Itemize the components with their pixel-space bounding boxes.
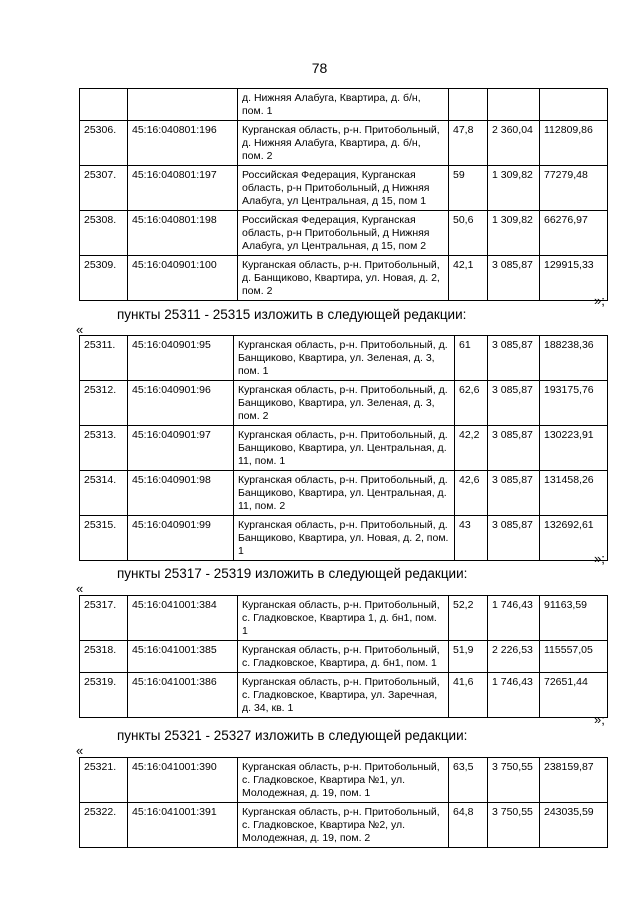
cadastral-value-cell: 243035,59 — [540, 803, 608, 848]
address-cell: Курганская область, р-н. Притобольный, с. Гладковское, Квартира, ул. Заречная, д. 34, кв. 1 — [238, 673, 449, 718]
table-row — [80, 516, 608, 561]
item-number-cell: 25312. — [80, 381, 128, 426]
table-row — [80, 641, 608, 673]
area-cell: 47,8 — [449, 121, 488, 166]
table-row — [80, 89, 608, 121]
cadastral-value-cell: 132692,61 — [540, 516, 608, 561]
item-number-cell: 25311. — [80, 336, 128, 381]
table-row — [80, 211, 608, 256]
cadastral-number-cell: 45:16:041001:384 — [128, 596, 238, 641]
amendment-intro-1: пункты 25311 - 25315 изложить в следующей редакции: — [117, 307, 467, 322]
cadastral-value-cell: 131458,26 — [540, 471, 608, 516]
table-row — [80, 256, 608, 301]
address-cell: Курганская область, р-н. Притобольный, с. Гладковское, Квартира, д. бн1, пом. 1 — [238, 641, 449, 673]
cadastral-number-cell: 45:16:040901:97 — [128, 426, 234, 471]
area-cell — [449, 89, 488, 121]
cadastral-value-cell: 238159,87 — [540, 758, 608, 803]
registry-table-1 — [79, 88, 608, 301]
item-number-cell: 25322. — [80, 803, 128, 848]
area-cell: 64,8 — [449, 803, 488, 848]
area-cell: 51,9 — [449, 641, 488, 673]
unit-value-cell: 1 309,82 — [488, 166, 540, 211]
page-number: 78 — [311, 60, 328, 76]
cadastral-number-cell: 45:16:040901:100 — [128, 256, 238, 301]
address-cell: Курганская область, р-н. Притобольный, д. Банщиково, Квартира, ул. Зеленая, д. 3, пом. 2 — [234, 381, 455, 426]
cadastral-number-cell: 45:16:040801:196 — [128, 121, 238, 166]
cadastral-value-cell: 130223,91 — [540, 426, 608, 471]
cadastral-value-cell — [540, 89, 608, 121]
cadastral-value-cell: 115557,05 — [540, 641, 608, 673]
unit-value-cell — [488, 89, 540, 121]
cadastral-value-cell: 112809,86 — [540, 121, 608, 166]
address-cell: Курганская область, р-н. Притобольный, с. Гладковское, Квартира №1, ул. Молодежная, д. 19, пом. 1 — [238, 758, 449, 803]
address-cell: Курганская область, р-н. Притобольный, д. Банщиково, Квартира, ул. Центральная, д. 11, пом. 2 — [234, 471, 455, 516]
item-number-cell: 25314. — [80, 471, 128, 516]
table-row — [80, 166, 608, 211]
table-row — [80, 803, 608, 848]
item-number-cell: 25313. — [80, 426, 128, 471]
closing-quote-1: »; — [594, 293, 605, 308]
area-cell: 42,2 — [455, 426, 488, 471]
table-row — [80, 596, 608, 641]
address-cell: Российская Федерация, Курганская область, р-н Притобольный, д Нижняя Алабуга, ул Центральная, д 15, пом 2 — [238, 211, 449, 256]
table-row — [80, 381, 608, 426]
unit-value-cell: 3 085,87 — [488, 336, 540, 381]
address-cell: Курганская область, р-н. Притобольный, с. Гладковское, Квартира 1, д. бн1, пом. 1 — [238, 596, 449, 641]
cadastral-number-cell: 45:16:041001:386 — [128, 673, 238, 718]
cadastral-value-cell: 66276,97 — [540, 211, 608, 256]
address-cell: Курганская область, р-н. Притобольный, д. Нижняя Алабуга, Квартира, д. б/н, пом. 2 — [238, 121, 449, 166]
item-number-cell: 25315. — [80, 516, 128, 561]
item-number-cell: 25318. — [80, 641, 128, 673]
cadastral-number-cell: 45:16:040801:197 — [128, 166, 238, 211]
unit-value-cell: 1 746,43 — [488, 673, 540, 718]
cadastral-number-cell — [128, 89, 238, 121]
item-number-cell: 25317. — [80, 596, 128, 641]
opening-quote-3: « — [76, 743, 84, 758]
cadastral-number-cell: 45:16:041001:390 — [128, 758, 238, 803]
cadastral-number-cell: 45:16:041001:385 — [128, 641, 238, 673]
item-number-cell — [80, 89, 128, 121]
area-cell: 43 — [455, 516, 488, 561]
table-row — [80, 471, 608, 516]
unit-value-cell: 2 226,53 — [488, 641, 540, 673]
area-cell: 59 — [449, 166, 488, 211]
area-cell: 41,6 — [449, 673, 488, 718]
amendment-intro-3: пункты 25321 - 25327 изложить в следующей редакции: — [117, 728, 468, 743]
item-number-cell: 25306. — [80, 121, 128, 166]
unit-value-cell: 1 309,82 — [488, 211, 540, 256]
cadastral-value-cell: 77279,48 — [540, 166, 608, 211]
unit-value-cell: 3 085,87 — [488, 471, 540, 516]
address-cell: Курганская область, р-н. Притобольный, д. Банщиково, Квартира, ул. Новая, д. 2, пом. 1 — [234, 516, 455, 561]
registry-table-4 — [79, 757, 608, 848]
cadastral-number-cell: 45:16:040901:95 — [128, 336, 234, 381]
closing-quote-2: »; — [594, 551, 605, 566]
unit-value-cell: 3 085,87 — [488, 516, 540, 561]
area-cell: 62,6 — [455, 381, 488, 426]
area-cell: 42,6 — [455, 471, 488, 516]
registry-table-3 — [79, 595, 608, 718]
cadastral-value-cell: 91163,59 — [540, 596, 608, 641]
item-number-cell: 25319. — [80, 673, 128, 718]
opening-quote-1: « — [76, 322, 84, 337]
address-cell: Курганская область, р-н. Притобольный, с. Гладковское, Квартира №2, ул. Молодежная, д. 19, пом. 2 — [238, 803, 449, 848]
cadastral-number-cell: 45:16:040801:198 — [128, 211, 238, 256]
opening-quote-2: « — [76, 581, 84, 596]
cadastral-number-cell: 45:16:040901:98 — [128, 471, 234, 516]
cadastral-number-cell: 45:16:040901:99 — [128, 516, 234, 561]
item-number-cell: 25307. — [80, 166, 128, 211]
registry-table-2 — [79, 335, 608, 561]
item-number-cell: 25308. — [80, 211, 128, 256]
area-cell: 50,6 — [449, 211, 488, 256]
cadastral-value-cell: 188238,36 — [540, 336, 608, 381]
cadastral-number-cell: 45:16:040901:96 — [128, 381, 234, 426]
table-row — [80, 673, 608, 718]
area-cell: 52,2 — [449, 596, 488, 641]
table-row — [80, 758, 608, 803]
unit-value-cell: 3 085,87 — [488, 426, 540, 471]
item-number-cell: 25309. — [80, 256, 128, 301]
unit-value-cell: 3 750,55 — [488, 803, 540, 848]
unit-value-cell: 2 360,04 — [488, 121, 540, 166]
cadastral-number-cell: 45:16:041001:391 — [128, 803, 238, 848]
item-number-cell: 25321. — [80, 758, 128, 803]
cadastral-value-cell: 72651,44 — [540, 673, 608, 718]
area-cell: 63,5 — [449, 758, 488, 803]
area-cell: 42,1 — [449, 256, 488, 301]
table-row — [80, 426, 608, 471]
address-cell: Курганская область, р-н. Притобольный, д. Банщиково, Квартира, ул. Новая, д. 2, пом. 2 — [238, 256, 449, 301]
address-cell: Курганская область, р-н. Притобольный, д. Банщиково, Квартира, ул. Центральная, д. 11, пом. 1 — [234, 426, 455, 471]
unit-value-cell: 3 085,87 — [488, 381, 540, 426]
amendment-intro-2: пункты 25317 - 25319 изложить в следующей редакции: — [117, 566, 468, 581]
unit-value-cell: 3 750,55 — [488, 758, 540, 803]
table-row — [80, 121, 608, 166]
unit-value-cell: 1 746,43 — [488, 596, 540, 641]
cadastral-value-cell: 129915,33 — [540, 256, 608, 301]
address-cell: Курганская область, р-н. Притобольный, д. Банщиково, Квартира, ул. Зеленая, д. 3, пом. 1 — [234, 336, 455, 381]
area-cell: 61 — [455, 336, 488, 381]
table-row — [80, 336, 608, 381]
address-cell: Российская Федерация, Курганская область, р-н Притобольный, д Нижняя Алабуга, ул Центральная, д 15, пом 1 — [238, 166, 449, 211]
unit-value-cell: 3 085,87 — [488, 256, 540, 301]
address-cell: д. Нижняя Алабуга, Квартира, д. б/н, пом. 1 — [238, 89, 449, 121]
cadastral-value-cell: 193175,76 — [540, 381, 608, 426]
closing-quote-3: »; — [594, 712, 605, 727]
